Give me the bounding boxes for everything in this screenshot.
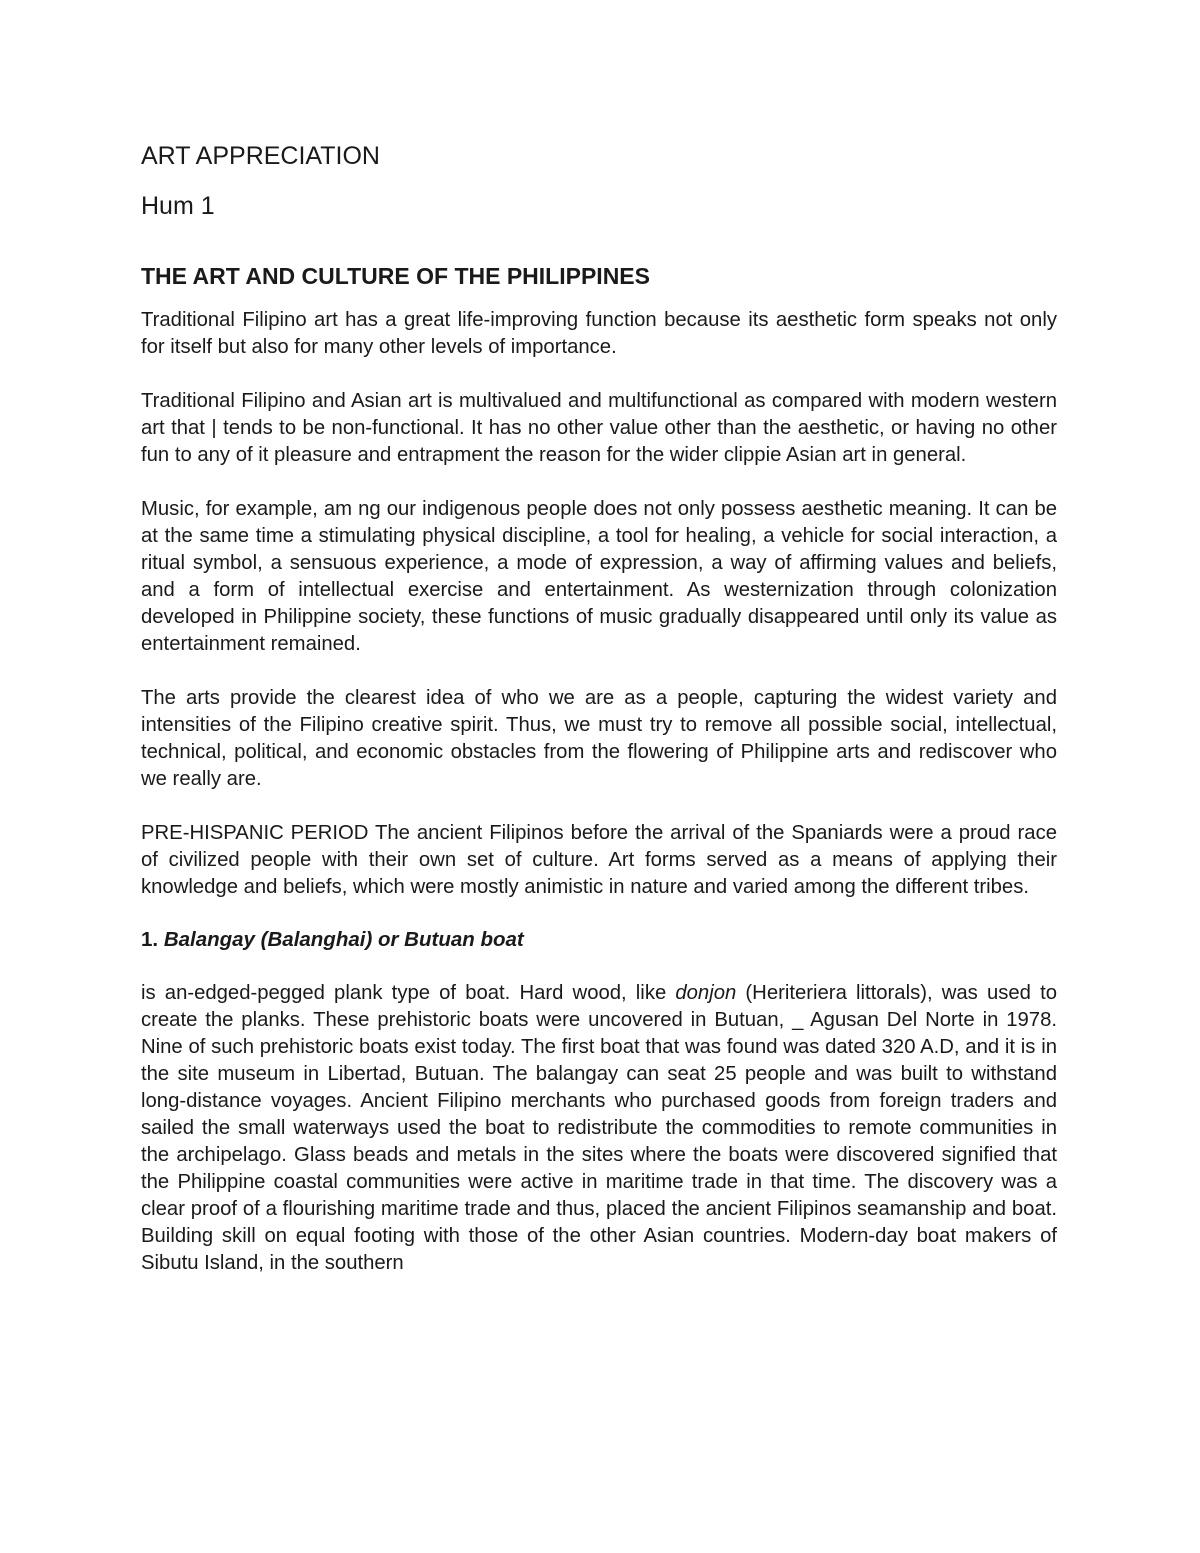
document-page (141, 138, 1057, 1277)
paragraph-music-example: Music, for example, am ng our indigenous people does not only possess aesthetic meaning. It can be at the same time a stimulating physical discipline, a tool for healing, a vehicle for social interaction, a ritual symbol, a sensuous experience, a mode of expression, a way of affirming values and beliefs, and a form of intellectual exercise and entertainment. As westernization through colonization developed in Philippine society, these functions of music gradually disappeared until only its value as entertainment remained. (141, 498, 1057, 655)
section-number: 1. (141, 928, 159, 951)
balangay-text-part-2: (Heriteriera littorals), was used to create the planks. These prehistoric boats were uncovered in Butuan, _ Agusan Del Norte in 1978. Nine of such prehistoric boats exist today. The first boat that was found was dated 320 A.D, and it is in the site museum in Libertad, Butuan. The balangay can seat 25 people and was built to withstand long-distance voyages. Ancient Filipino merchants who purchased goods from foreign traders and sailed the small waterways used the boat to redistribute the commodities to remote communities in the archipelago. Glass beads and metals in the sites where the boats were discovered signified that the Philippine coastal communities were active in maritime trade in that time. The discovery was a clear proof of a flourishing maritime trade and thus, placed the ancient Filipinos seamanship and boat. Building skill on equal footing with those of the other Asian countries. Modern-day boat makers of Sibutu Island, in the southern (141, 982, 1057, 1274)
paragraph-life-improving-function: Traditional Filipino art has a great life-improving function because its aesthetic form speaks not only for itself but also for many other levels of importance. (141, 309, 1057, 358)
paragraph-multivalued-art: Traditional Filipino and Asian art is multivalued and multifunctional as compared with modern western art that | tends to be non-functional. It has no other value other than the aesthetic, or having no other fun to any of it pleasure and entrapment the reason for the wider clippie Asian art in general. (141, 390, 1057, 466)
section-title: Balangay (Balanghai) or Butuan boat (163, 928, 524, 951)
balangay-text-part-1: is an-edged-pegged plank type of boat. Hard wood, like (141, 982, 676, 1004)
paragraph-balangay-description (141, 980, 1057, 1277)
paragraph-arts-provide: The arts provide the clearest idea of who we are as a people, capturing the widest variety and intensities of the Filipino creative spirit. Thus, we must try to remove all possible social, intellectual, technical, political, and economic obstacles from the flowering of Philippine arts and rediscover who we really are. (141, 687, 1057, 790)
section-heading-balangay (141, 925, 1057, 955)
course-code: Hum 1 (141, 192, 215, 220)
course-title: ART APPRECIATION (141, 142, 380, 170)
document-heading: THE ART AND CULTURE OF THE PHILIPPINES (141, 263, 650, 289)
paragraph-pre-hispanic-period: PRE-HISPANIC PERIOD The ancient Filipinos before the arrival of the Spaniards were a proud race of civilized people with their own set of culture. Art forms served as a means of applying their knowledge and beliefs, which were mostly animistic in nature and varied among the different tribes. (141, 822, 1057, 898)
balangay-italic-term: donjon (675, 982, 737, 1004)
